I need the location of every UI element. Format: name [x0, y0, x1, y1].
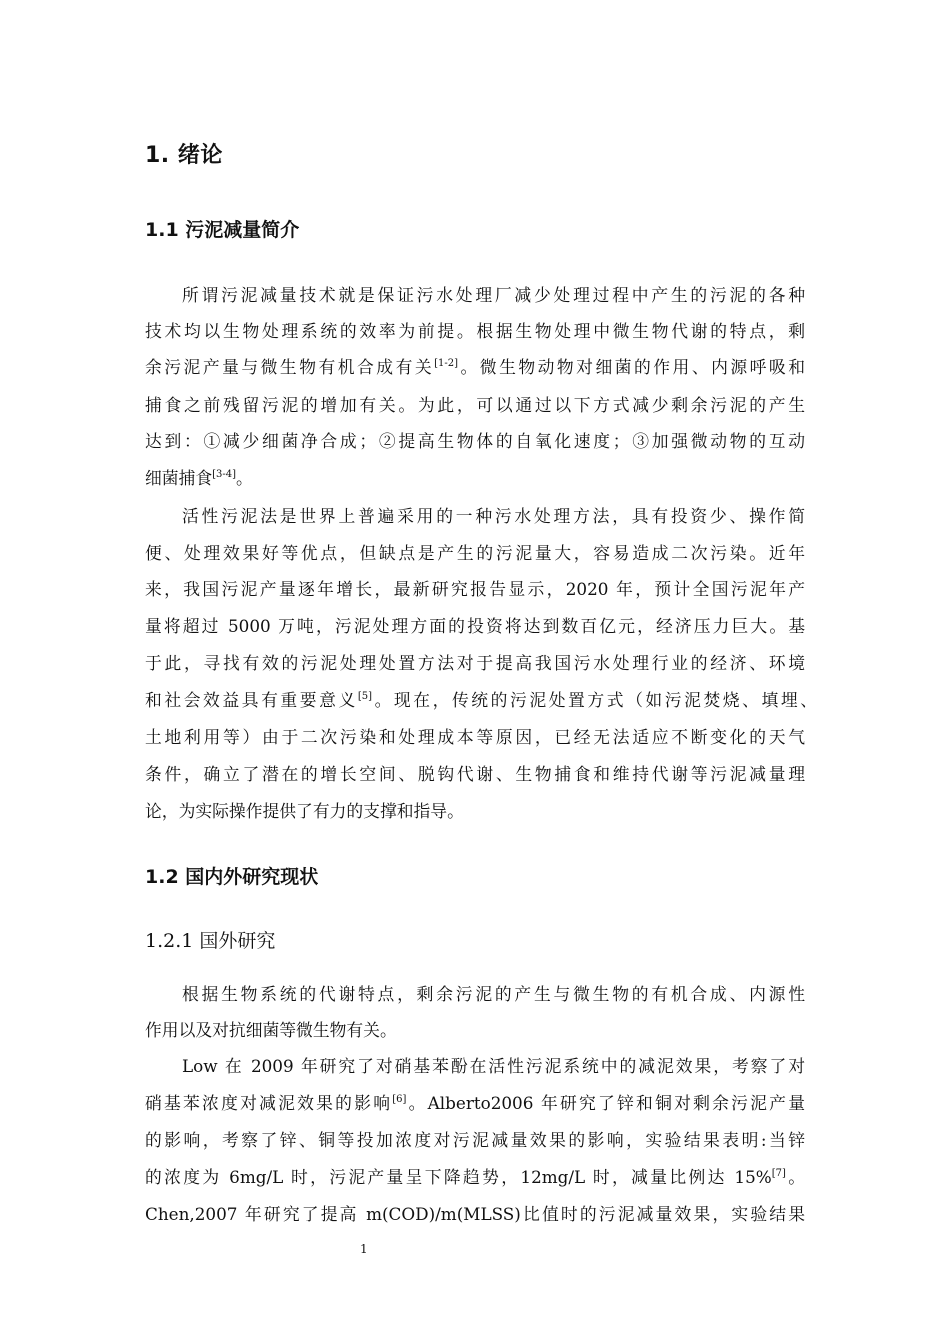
- paragraph-line: 技术均以生物处理系统的效率为前提。根据生物处理中微生物代谢的特点，剩: [145, 321, 805, 341]
- paragraph-line: 捕食之前残留污泥的增加有关。为此，可以通过以下方式减少剩余污泥的产生: [145, 395, 805, 415]
- paragraph-line: 所谓污泥减量技术就是保证污水处理厂减少处理过程中产生的污泥的各种: [182, 285, 805, 305]
- paragraph-line: 于此，寻找有效的污泥处理处置方法对于提高我国污水处理行业的经济、环境: [145, 653, 805, 673]
- paragraph-line: [145, 466, 805, 490]
- text-run: 的浓度为 6mg/L 时，污泥产量呈下降趋势，12mg/L 时，减量比例达 15%: [145, 1167, 772, 1187]
- paragraph-line: 条件，确立了潜在的增长空间、脱钩代谢、生物捕食和维持代谢等污泥减量理: [145, 764, 805, 784]
- paragraph-line: 活性污泥法是世界上普遍采用的一种污水处理方法，具有投资少、操作简: [182, 506, 805, 526]
- text-run: 细菌捕食: [145, 468, 213, 488]
- text-run: 硝基苯浓度对减泥效果的影响: [145, 1093, 393, 1113]
- text-run: 余污泥产量与微生物有机合成有关: [145, 357, 435, 377]
- subsection-heading-1-2-1: 1.2.1 国外研究: [145, 930, 276, 952]
- citation-ref: [5]: [357, 691, 372, 702]
- paragraph-line: 作用以及对抗细菌等微生物有关。: [145, 1020, 397, 1040]
- text-run: 。: [236, 468, 253, 488]
- citation-ref: [1-2]: [434, 358, 459, 369]
- paragraph-line: [145, 1165, 805, 1189]
- citation-ref: [7]: [771, 1168, 786, 1179]
- chapter-title: 1. 绪论: [145, 143, 223, 168]
- paragraph-line: Chen,2007 年研究了提高 m(COD)/m(MLSS)比值时的污泥减量效果，实验结果: [145, 1204, 805, 1224]
- citation-ref: [3-4]: [212, 469, 237, 480]
- text-run: 。Alberto2006 年研究了锌和铜对剩余污泥产量: [406, 1093, 805, 1113]
- paragraph-line: 达到：①减少细菌净合成；②提高生物体的自氧化速度；③加强微动物的互动: [145, 431, 805, 451]
- section-heading-1-2: 1.2 国内外研究现状: [145, 866, 319, 888]
- text-run: 和社会效益具有重要意义: [145, 690, 358, 710]
- paragraph-line: Low 在 2009 年研究了对硝基苯酚在活性污泥系统中的减泥效果，考察了对: [182, 1056, 805, 1076]
- paragraph-line: [145, 1091, 805, 1115]
- paragraph-line: 量将超过 5000 万吨，污泥处理方面的投资将达到数百亿元，经济压力巨大。基: [145, 616, 805, 636]
- page-number: 1: [360, 1242, 368, 1256]
- section-heading-1-1: 1.1 污泥减量简介: [145, 219, 300, 241]
- text-run: 。: [785, 1167, 805, 1187]
- paragraph-line: 便、处理效果好等优点，但缺点是产生的污泥量大，容易造成二次污染。近年: [145, 543, 805, 563]
- text-run: 。现在，传统的污泥处置方式（如污泥焚烧、填埋、: [372, 690, 817, 710]
- text-run: 。微生物动物对细菌的作用、内源呼吸和: [458, 357, 805, 377]
- paragraph-line: [145, 355, 805, 379]
- paragraph-line: 土地利用等）由于二次污染和处理成本等原因，已经无法适应不断变化的天气: [145, 727, 805, 747]
- paragraph-line: 来，我国污泥产量逐年增长，最新研究报告显示，2020 年，预计全国污泥年产: [145, 579, 805, 599]
- paragraph-line: 论，为实际操作提供了有力的支撑和指导。: [145, 801, 464, 821]
- paragraph-line: 根据生物系统的代谢特点，剩余污泥的产生与微生物的有机合成、内源性: [182, 984, 805, 1004]
- paragraph-line: [145, 688, 817, 712]
- paragraph-line: 的影响，考察了锌、铜等投加浓度对污泥减量效果的影响，实验结果表明:当锌: [145, 1130, 805, 1150]
- citation-ref: [6]: [392, 1094, 407, 1105]
